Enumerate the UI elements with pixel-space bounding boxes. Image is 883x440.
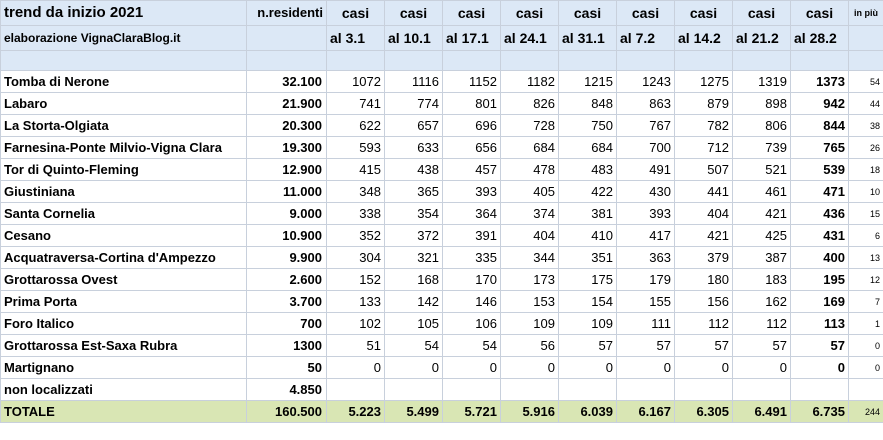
table-row (1, 203, 883, 225)
cases-cell: 179 (617, 269, 675, 291)
zone-name: non localizzati (1, 379, 247, 401)
cases-cell: 111 (617, 313, 675, 335)
cases-cell: 112 (733, 313, 791, 335)
cases-cell: 421 (675, 225, 733, 247)
cases-cell: 422 (559, 181, 617, 203)
inpiu-cell: 38 (849, 115, 883, 137)
residents-cell: 4.850 (247, 379, 327, 401)
total-cases-cell: 5.499 (385, 401, 443, 423)
cases-cell: 863 (617, 93, 675, 115)
cases-cell: 782 (675, 115, 733, 137)
cases-cell: 365 (385, 181, 443, 203)
residents-cell: 700 (247, 313, 327, 335)
total-cases-latest: 6.735 (791, 401, 849, 423)
inpiu-cell: 7 (849, 291, 883, 313)
zone-name: Foro Italico (1, 313, 247, 335)
cases-cell: 483 (559, 159, 617, 181)
cases-cell: 348 (327, 181, 385, 203)
date-header: al 17.1 (443, 26, 501, 51)
cases-cell (733, 379, 791, 401)
cases-cell: 0 (617, 357, 675, 379)
cases-header: casi (617, 1, 675, 26)
cases-cell-latest: 471 (791, 181, 849, 203)
cases-cell-latest: 113 (791, 313, 849, 335)
header-row-1 (1, 1, 883, 26)
zone-name: Labaro (1, 93, 247, 115)
cases-cell: 441 (675, 181, 733, 203)
residents-cell: 9.000 (247, 203, 327, 225)
cases-cell: 381 (559, 203, 617, 225)
cases-cell: 351 (559, 247, 617, 269)
cases-cell: 168 (385, 269, 443, 291)
residents-cell: 11.000 (247, 181, 327, 203)
cases-cell: 112 (675, 313, 733, 335)
empty-cell (849, 26, 883, 51)
total-cases-cell: 6.491 (733, 401, 791, 423)
cases-cell: 1182 (501, 71, 559, 93)
cases-cell: 56 (501, 335, 559, 357)
total-residents: 160.500 (247, 401, 327, 423)
cases-cell: 410 (559, 225, 617, 247)
residents-cell: 19.300 (247, 137, 327, 159)
cases-cell-latest: 0 (791, 357, 849, 379)
cases-cell: 0 (733, 357, 791, 379)
cases-cell: 478 (501, 159, 559, 181)
cases-cell: 1275 (675, 71, 733, 93)
cases-header: casi (501, 1, 559, 26)
residents-header: n.residenti (247, 1, 327, 26)
cases-cell: 304 (327, 247, 385, 269)
total-label: TOTALE (1, 401, 247, 423)
table-row (1, 225, 883, 247)
total-cases-cell: 5.916 (501, 401, 559, 423)
inpiu-cell: 1 (849, 313, 883, 335)
cases-cell: 54 (443, 335, 501, 357)
residents-cell: 21.900 (247, 93, 327, 115)
inpiu-cell: 10 (849, 181, 883, 203)
inpiu-cell: 26 (849, 137, 883, 159)
table-row (1, 313, 883, 335)
total-cases-cell: 5.721 (443, 401, 501, 423)
table-row (1, 137, 883, 159)
table-row (1, 115, 883, 137)
cases-cell: 0 (327, 357, 385, 379)
cases-cell (385, 379, 443, 401)
cases-cell: 521 (733, 159, 791, 181)
cases-cell: 364 (443, 203, 501, 225)
cases-cell: 321 (385, 247, 443, 269)
table-title: trend da inizio 2021 (1, 1, 247, 26)
cases-cell: 152 (327, 269, 385, 291)
table-row (1, 247, 883, 269)
cases-cell: 848 (559, 93, 617, 115)
cases-cell: 133 (327, 291, 385, 313)
cases-cell: 696 (443, 115, 501, 137)
cases-cell: 657 (385, 115, 443, 137)
zone-name: Martignano (1, 357, 247, 379)
total-cases-cell: 5.223 (327, 401, 385, 423)
table-row (1, 379, 883, 401)
cases-cell: 170 (443, 269, 501, 291)
cases-cell-latest: 1373 (791, 71, 849, 93)
cases-cell: 109 (501, 313, 559, 335)
cases-cell: 417 (617, 225, 675, 247)
zone-name: Giustiniana (1, 181, 247, 203)
zone-name: Tor di Quinto-Fleming (1, 159, 247, 181)
cases-cell: 54 (385, 335, 443, 357)
cases-cell (443, 379, 501, 401)
cases-cell-latest: 431 (791, 225, 849, 247)
cases-cell: 153 (501, 291, 559, 313)
cases-cell: 741 (327, 93, 385, 115)
cases-cell: 700 (617, 137, 675, 159)
zone-name: La Storta-Olgiata (1, 115, 247, 137)
cases-cell: 684 (501, 137, 559, 159)
date-header: al 7.2 (617, 26, 675, 51)
cases-cell: 898 (733, 93, 791, 115)
inpiu-cell: 18 (849, 159, 883, 181)
cases-cell: 105 (385, 313, 443, 335)
cases-cell: 57 (617, 335, 675, 357)
cases-cell: 774 (385, 93, 443, 115)
cases-cell: 154 (559, 291, 617, 313)
cases-cell: 162 (733, 291, 791, 313)
zone-name: Tomba di Nerone (1, 71, 247, 93)
cases-cell: 728 (501, 115, 559, 137)
table-row (1, 291, 883, 313)
cases-cell-latest: 195 (791, 269, 849, 291)
cases-cell: 51 (327, 335, 385, 357)
date-header-latest: al 28.2 (791, 26, 849, 51)
cases-cell (617, 379, 675, 401)
cases-cell: 106 (443, 313, 501, 335)
residents-cell: 20.300 (247, 115, 327, 137)
cases-cell: 180 (675, 269, 733, 291)
cases-cell: 155 (617, 291, 675, 313)
cases-cell: 1319 (733, 71, 791, 93)
cases-cell: 379 (675, 247, 733, 269)
cases-cell: 183 (733, 269, 791, 291)
cases-cell: 622 (327, 115, 385, 137)
table-row (1, 93, 883, 115)
table-subtitle: elaborazione VignaClaraBlog.it (1, 26, 247, 51)
inpiu-cell: 54 (849, 71, 883, 93)
cases-header: casi (675, 1, 733, 26)
cases-cell: 405 (501, 181, 559, 203)
cases-cell: 656 (443, 137, 501, 159)
cases-cell: 175 (559, 269, 617, 291)
cases-cell: 415 (327, 159, 385, 181)
zone-name: Grottarossa Est-Saxa Rubra (1, 335, 247, 357)
cases-cell-latest: 436 (791, 203, 849, 225)
zone-name: Cesano (1, 225, 247, 247)
date-header: al 21.2 (733, 26, 791, 51)
cases-cell: 425 (733, 225, 791, 247)
cases-cell-latest (791, 379, 849, 401)
date-header: al 31.1 (559, 26, 617, 51)
cases-cell: 826 (501, 93, 559, 115)
total-cases-cell: 6.039 (559, 401, 617, 423)
cases-cell: 712 (675, 137, 733, 159)
table-row (1, 71, 883, 93)
cases-cell: 393 (617, 203, 675, 225)
cases-cell: 344 (501, 247, 559, 269)
residents-cell: 9.900 (247, 247, 327, 269)
cases-cell: 0 (675, 357, 733, 379)
cases-cell: 1072 (327, 71, 385, 93)
cases-cell: 507 (675, 159, 733, 181)
date-header: al 24.1 (501, 26, 559, 51)
residents-cell: 2.600 (247, 269, 327, 291)
cases-cell: 387 (733, 247, 791, 269)
table-body (1, 71, 883, 401)
cases-cell: 156 (675, 291, 733, 313)
cases-cell: 404 (501, 225, 559, 247)
cases-cell: 102 (327, 313, 385, 335)
cases-cell (675, 379, 733, 401)
inpiu-cell: 13 (849, 247, 883, 269)
zone-name: Santa Cornelia (1, 203, 247, 225)
cases-cell (327, 379, 385, 401)
cases-cell: 0 (501, 357, 559, 379)
total-row (1, 401, 883, 423)
cases-cell: 352 (327, 225, 385, 247)
cases-header-latest: casi (791, 1, 849, 26)
cases-cell: 374 (501, 203, 559, 225)
residents-cell: 3.700 (247, 291, 327, 313)
cases-header: casi (385, 1, 443, 26)
cases-cell: 801 (443, 93, 501, 115)
cases-cell: 1215 (559, 71, 617, 93)
cases-cell: 879 (675, 93, 733, 115)
zone-name: Farnesina-Ponte Milvio-Vigna Clara (1, 137, 247, 159)
cases-cell: 1152 (443, 71, 501, 93)
cases-cell-latest: 844 (791, 115, 849, 137)
inpiu-cell: 6 (849, 225, 883, 247)
cases-cell: 1116 (385, 71, 443, 93)
cases-cell-latest: 539 (791, 159, 849, 181)
empty-cell (247, 26, 327, 51)
residents-cell: 32.100 (247, 71, 327, 93)
cases-cell: 438 (385, 159, 443, 181)
table-row (1, 269, 883, 291)
cases-cell-latest: 57 (791, 335, 849, 357)
date-header: al 3.1 (327, 26, 385, 51)
cases-cell: 750 (559, 115, 617, 137)
table-row (1, 357, 883, 379)
cases-cell-latest: 765 (791, 137, 849, 159)
cases-cell: 0 (443, 357, 501, 379)
cases-cell: 393 (443, 181, 501, 203)
header-row-2 (1, 26, 883, 51)
cases-cell: 404 (675, 203, 733, 225)
cases-cell: 109 (559, 313, 617, 335)
total-cases-cell: 6.167 (617, 401, 675, 423)
zone-name: Prima Porta (1, 291, 247, 313)
cases-header: casi (327, 1, 385, 26)
cases-cell: 806 (733, 115, 791, 137)
cases-cell: 457 (443, 159, 501, 181)
cases-cell (501, 379, 559, 401)
cases-cell: 372 (385, 225, 443, 247)
cases-cell: 684 (559, 137, 617, 159)
cases-cell: 593 (327, 137, 385, 159)
cases-cell: 430 (617, 181, 675, 203)
date-header: al 14.2 (675, 26, 733, 51)
cases-cell: 142 (385, 291, 443, 313)
cases-cell: 354 (385, 203, 443, 225)
cases-cell: 363 (617, 247, 675, 269)
cases-cell: 57 (675, 335, 733, 357)
cases-cell: 0 (385, 357, 443, 379)
inpiu-header: in più (849, 1, 883, 26)
cases-cell: 633 (385, 137, 443, 159)
residents-cell: 50 (247, 357, 327, 379)
table-row (1, 181, 883, 203)
cases-cell: 146 (443, 291, 501, 313)
inpiu-cell: 44 (849, 93, 883, 115)
cases-cell: 1243 (617, 71, 675, 93)
cases-cell (559, 379, 617, 401)
residents-cell: 12.900 (247, 159, 327, 181)
cases-cell: 461 (733, 181, 791, 203)
cases-cell: 491 (617, 159, 675, 181)
cases-cell: 57 (559, 335, 617, 357)
table-row (1, 335, 883, 357)
cases-cell: 421 (733, 203, 791, 225)
total-inpiu: 244 (849, 401, 883, 423)
cases-header: casi (733, 1, 791, 26)
cases-cell: 391 (443, 225, 501, 247)
cases-cell-latest: 169 (791, 291, 849, 313)
residents-cell: 10.900 (247, 225, 327, 247)
cases-cell: 767 (617, 115, 675, 137)
inpiu-cell: 12 (849, 269, 883, 291)
cases-cell: 173 (501, 269, 559, 291)
cases-cell-latest: 942 (791, 93, 849, 115)
spacer-row (1, 51, 883, 71)
cases-cell: 335 (443, 247, 501, 269)
table-row (1, 159, 883, 181)
zone-name: Acquatraversa-Cortina d'Ampezzo (1, 247, 247, 269)
cases-cell-latest: 400 (791, 247, 849, 269)
cases-cell: 57 (733, 335, 791, 357)
cases-cell: 739 (733, 137, 791, 159)
zone-name: Grottarossa Ovest (1, 269, 247, 291)
inpiu-cell: 0 (849, 357, 883, 379)
inpiu-cell: 0 (849, 335, 883, 357)
date-header: al 10.1 (385, 26, 443, 51)
total-cases-cell: 6.305 (675, 401, 733, 423)
inpiu-cell (849, 379, 883, 401)
cases-header: casi (559, 1, 617, 26)
inpiu-cell: 15 (849, 203, 883, 225)
residents-cell: 1300 (247, 335, 327, 357)
cases-cell: 0 (559, 357, 617, 379)
cases-cell: 338 (327, 203, 385, 225)
cases-header: casi (443, 1, 501, 26)
